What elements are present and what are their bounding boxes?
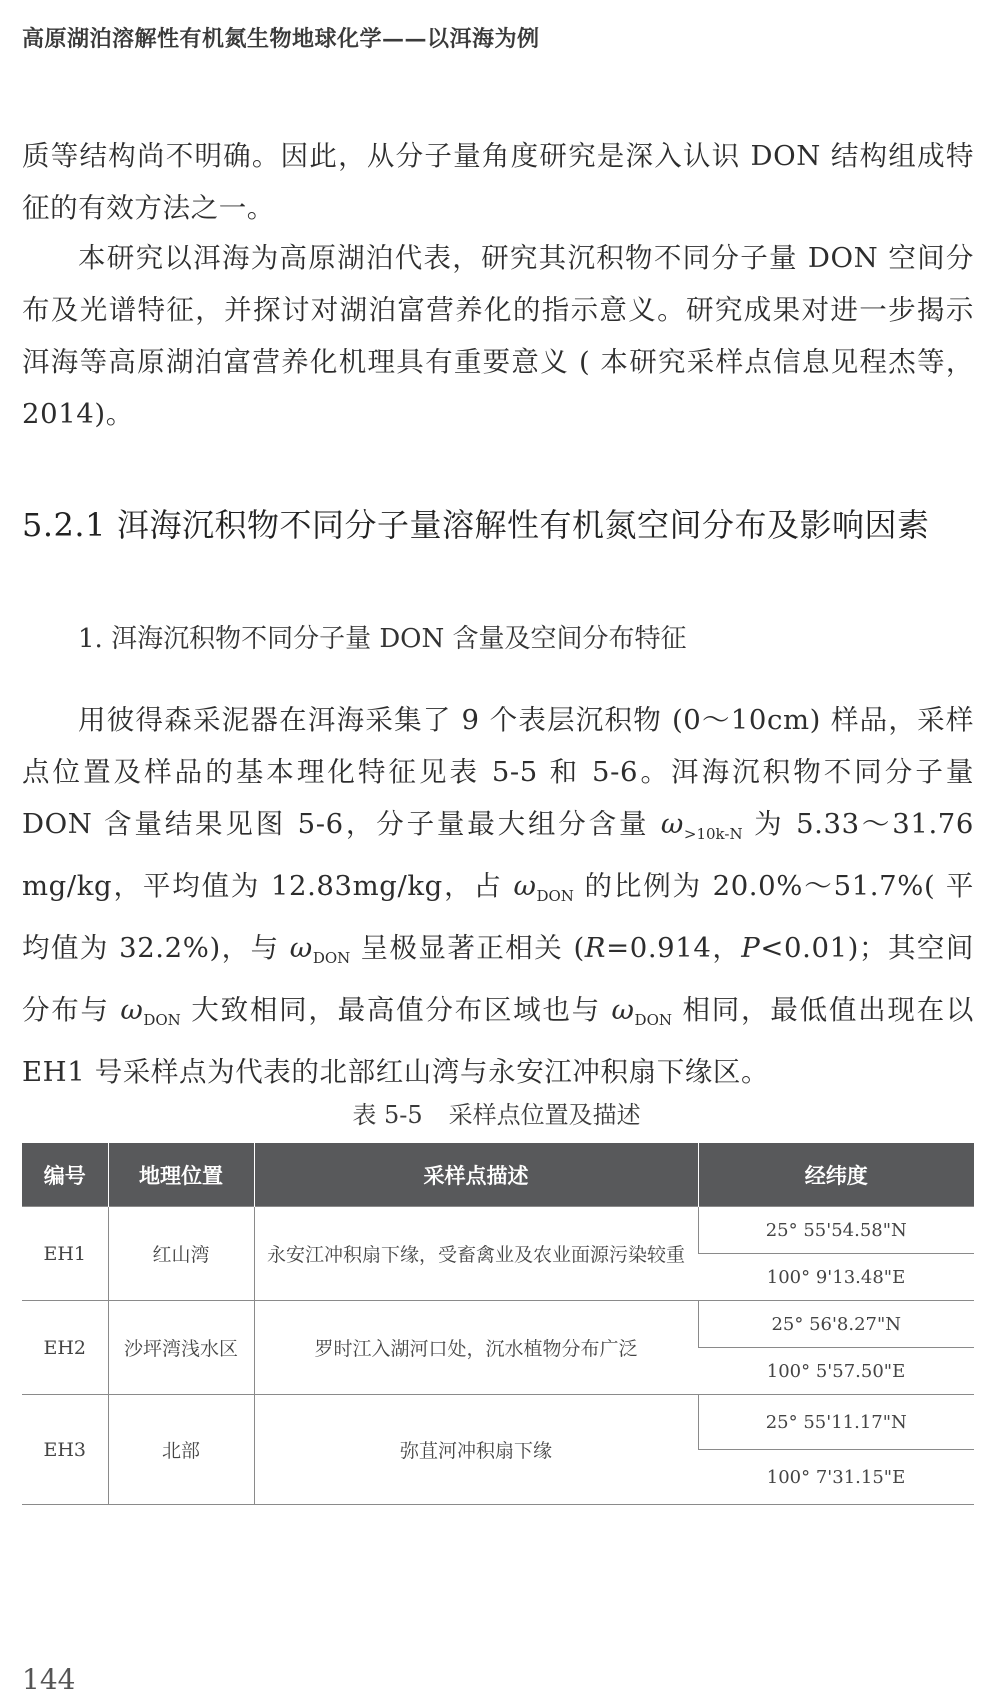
sampling-sites-table bbox=[22, 1143, 974, 1505]
paragraph-research-scope bbox=[22, 232, 974, 440]
cell-latitude: 25° 55'11.17"N bbox=[698, 1395, 974, 1450]
cell-location: 沙坪湾浅水区 bbox=[108, 1301, 254, 1395]
header-coordinates: 经纬度 bbox=[698, 1143, 974, 1207]
section-number: 5.2.1 bbox=[22, 506, 106, 544]
subscript-10k: >10k-N bbox=[683, 825, 743, 843]
section-heading bbox=[22, 500, 930, 546]
text-run: 为 5.33～31.76 mg/kg，平均值为 12.83mg/kg，占 bbox=[22, 808, 974, 902]
cell-latitude: 25° 55'54.58"N bbox=[698, 1207, 974, 1254]
cell-location: 北部 bbox=[108, 1395, 254, 1505]
text-run: 大致相同，最高值分布区域也与 bbox=[180, 994, 612, 1026]
cell-description: 罗时江入湖河口处，沉水植物分布广泛 bbox=[254, 1301, 698, 1395]
header-description: 采样点描述 bbox=[254, 1143, 698, 1207]
text-run: 相同，最低值出现在以 EH1 号采样点为代表的北部红山湾与永安江冲积扇下缘区。 bbox=[22, 994, 974, 1088]
table-number: 表 5-5 bbox=[352, 1101, 423, 1129]
table-row bbox=[22, 1395, 974, 1450]
table-header-row bbox=[22, 1143, 974, 1207]
subscript-don: DON bbox=[143, 1011, 181, 1029]
omega-symbol: ω bbox=[611, 994, 635, 1026]
subscript-don: DON bbox=[634, 1011, 672, 1029]
table-title: 采样点位置及描述 bbox=[448, 1101, 641, 1129]
paragraph-results bbox=[22, 694, 974, 1098]
table-row bbox=[22, 1207, 974, 1254]
table-row bbox=[22, 1301, 974, 1348]
subscript-don: DON bbox=[312, 949, 351, 967]
omega-symbol: ω bbox=[120, 994, 144, 1026]
header-location: 地理位置 bbox=[108, 1143, 254, 1207]
paragraph-continued bbox=[22, 130, 974, 234]
cell-longitude: 100° 9'13.48"E bbox=[698, 1254, 974, 1301]
cell-longitude: 100° 7'31.15"E bbox=[698, 1450, 974, 1505]
cell-latitude: 25° 56'8.27"N bbox=[698, 1301, 974, 1348]
subsection-heading: 1. 洱海沉积物不同分子量 DON 含量及空间分布特征 bbox=[78, 624, 687, 654]
section-title: 洱海沉积物不同分子量溶解性有机氮空间分布及影响因素 bbox=[117, 506, 930, 544]
header-id: 编号 bbox=[22, 1143, 108, 1207]
text-run: 用彼得森采泥器在洱海采集了 9 个表层沉积物 (0～10cm) 样品，采样点位置及样品的基本理化特征见表 5-5 和 5-6。洱海沉积物不同分子量 DON 含量结果见图 5-6，分子量最大组分含量 bbox=[22, 704, 974, 840]
paragraph-text: 本研究以洱海为高原湖泊代表，研究其沉积物不同分子量 DON 空间分布及光谱特征，并探讨对湖泊富营养化的指示意义。研究成果对进一步揭示洱海等高原湖泊富营养化机理具有重要意义 ( 本研究采样点信息见程杰等，2014)。 bbox=[22, 242, 974, 430]
cell-location: 红山湾 bbox=[108, 1207, 254, 1301]
cell-description: 永安江冲积扇下缘，受畜禽业及农业面源污染较重 bbox=[254, 1207, 698, 1301]
paragraph-text bbox=[22, 694, 974, 1098]
cell-description: 弥苴河冲积扇下缘 bbox=[254, 1395, 698, 1505]
text-run: <0.01)；其空间分布与 bbox=[22, 932, 975, 1026]
table-caption bbox=[0, 1095, 993, 1130]
omega-symbol: ω bbox=[289, 932, 313, 964]
p-symbol: P bbox=[741, 932, 761, 964]
cell-id: EH3 bbox=[22, 1395, 108, 1505]
cell-id: EH1 bbox=[22, 1207, 108, 1301]
omega-symbol: ω bbox=[513, 870, 537, 902]
text-run: 呈极显著正相关 ( bbox=[350, 932, 585, 964]
cell-longitude: 100° 5'57.50"E bbox=[698, 1348, 974, 1395]
paragraph-text: 质等结构尚不明确。因此，从分子量角度研究是深入认识 DON 结构组成特征的有效方法之一。 bbox=[22, 140, 974, 224]
running-head: 高原湖泊溶解性有机氮生物地球化学——以洱海为例 bbox=[22, 26, 540, 52]
subscript-don: DON bbox=[536, 887, 574, 905]
page-number: 144 bbox=[22, 1663, 76, 1696]
text-run: =0.914， bbox=[606, 932, 742, 964]
r-symbol: R bbox=[584, 932, 607, 964]
omega-symbol: ω bbox=[660, 808, 684, 840]
cell-id: EH2 bbox=[22, 1301, 108, 1395]
text-run: 的比例为 20.0%～51.7%( 平均值为 32.2%)，与 bbox=[22, 870, 974, 964]
